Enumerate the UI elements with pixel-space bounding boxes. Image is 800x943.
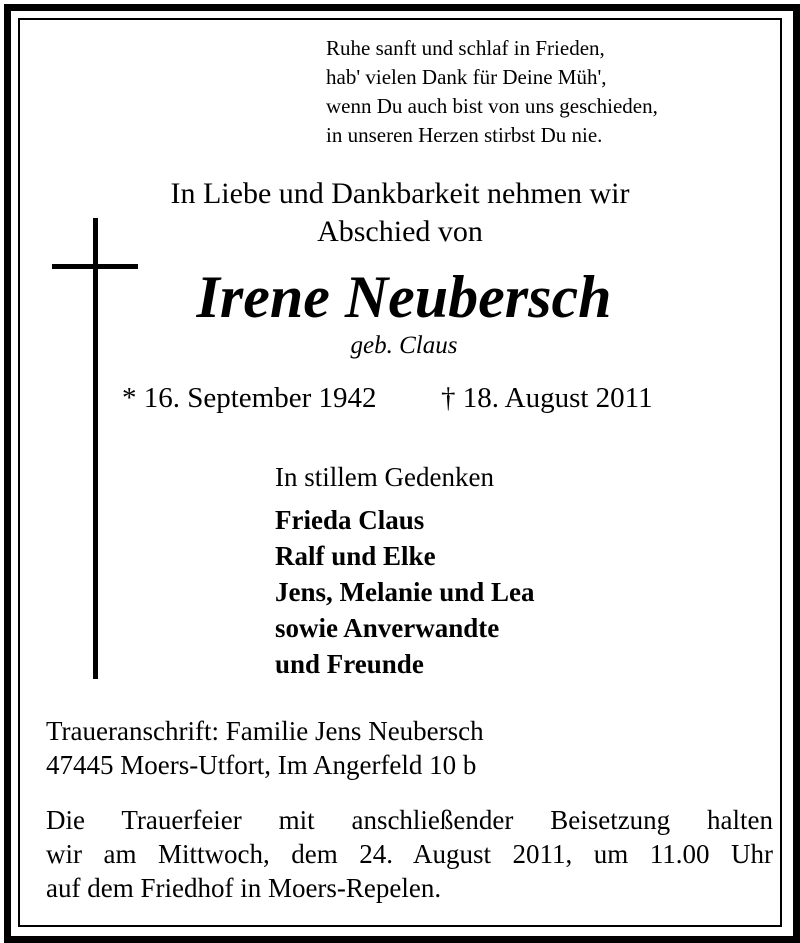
death-date: † 18. August 2011 bbox=[441, 382, 653, 414]
birth-date: * 16. September 1942 bbox=[122, 382, 377, 414]
ceremony-details bbox=[46, 803, 773, 905]
address-line-2: 47445 Moers-Utfort, Im Angerfeld 10 b bbox=[46, 750, 477, 780]
mourner-name: Frieda Claus bbox=[275, 505, 425, 535]
intro-text bbox=[0, 175, 800, 251]
mourner-name: Jens, Melanie und Lea bbox=[275, 577, 535, 607]
mourner-name: sowie Anverwandte bbox=[275, 613, 500, 643]
mourner-name: und Freunde bbox=[275, 649, 424, 679]
intro-line-1: In Liebe und Dankbarkeit nehmen wir bbox=[170, 177, 630, 210]
ceremony-line-3: auf dem Friedhof in Moers-Repelen. bbox=[46, 873, 442, 903]
poem-line: Ruhe sanft und schlaf in Frieden, bbox=[326, 36, 605, 60]
address-line-1: Traueranschrift: Familie Jens Neubersch bbox=[46, 716, 484, 746]
mourning-address bbox=[46, 714, 484, 782]
intro-line-2: Abschied von bbox=[317, 215, 483, 248]
poem-line: hab' vielen Dank für Deine Müh', bbox=[326, 65, 607, 89]
birth-name: geb. Claus bbox=[350, 332, 458, 359]
ceremony-line-1: Die Trauerfeier mit anschließender Beisetzung halten bbox=[46, 805, 773, 835]
poem-line: wenn Du auch bist von uns geschieden, bbox=[326, 94, 658, 118]
ceremony-line-2: wir am Mittwoch, dem 24. August 2011, um 11.00 Uhr bbox=[46, 839, 773, 869]
mourner-name: Ralf und Elke bbox=[275, 541, 436, 571]
poem-line: in unseren Herzen stirbst Du nie. bbox=[326, 123, 603, 147]
mourners-list bbox=[275, 502, 535, 682]
poem bbox=[326, 34, 756, 150]
deceased-name: Irene Neubersch bbox=[196, 264, 612, 330]
memory-heading: In stillem Gedenken bbox=[275, 462, 494, 492]
